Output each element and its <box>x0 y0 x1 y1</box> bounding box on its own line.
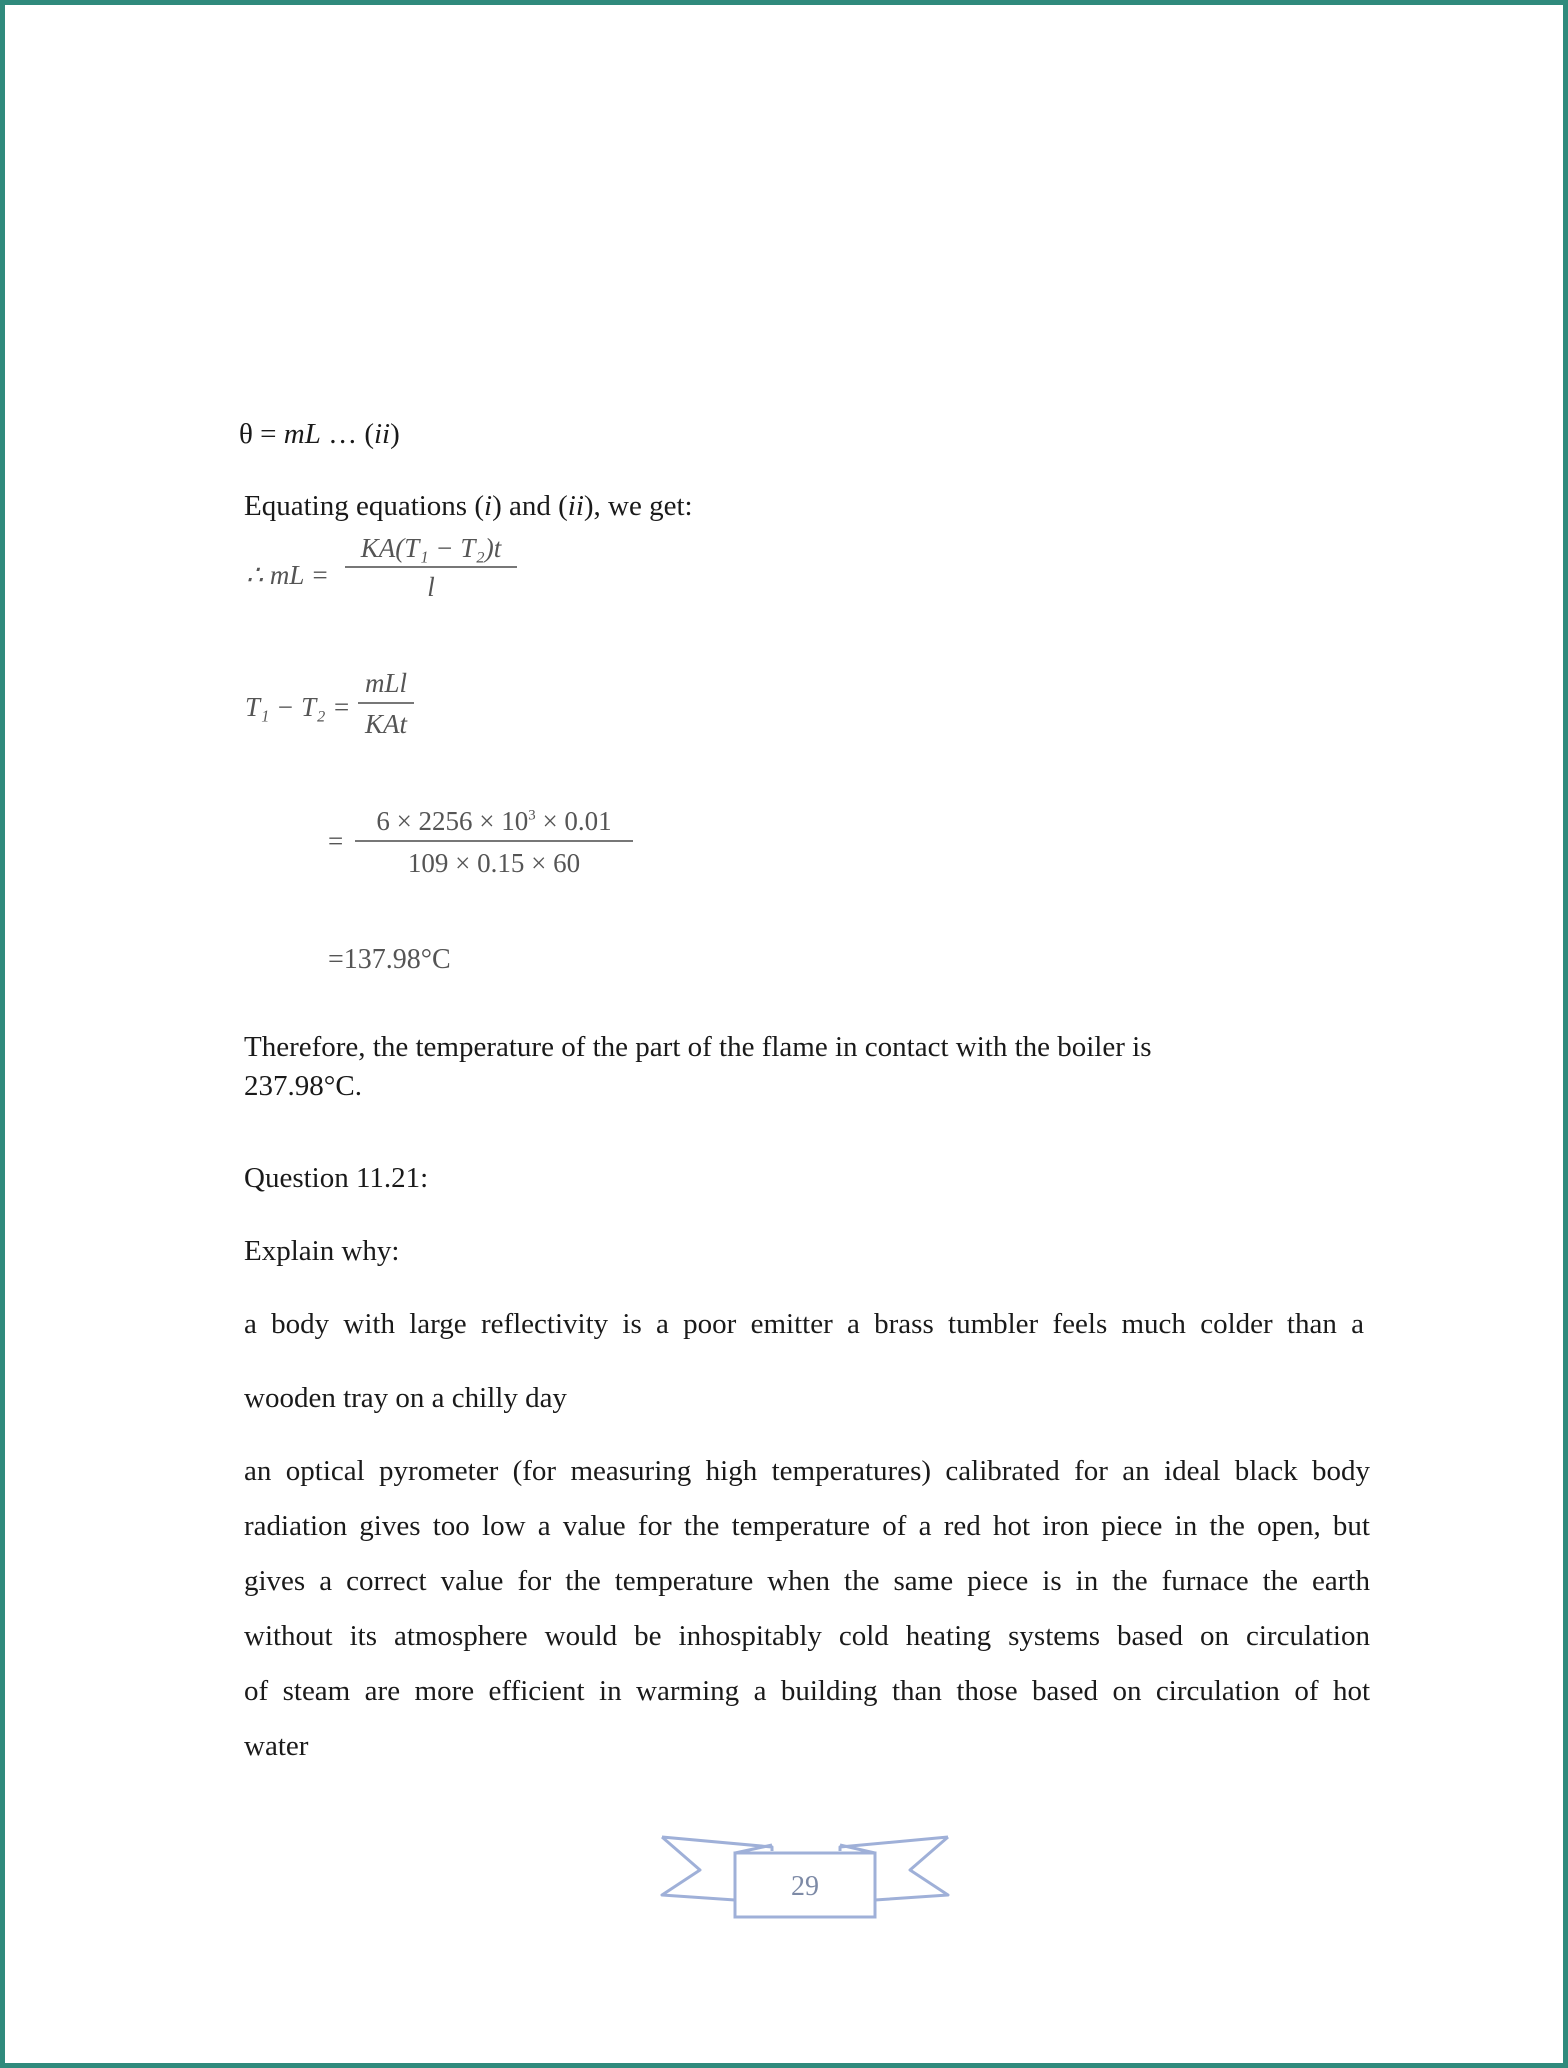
equating-i: i <box>484 490 493 522</box>
fraction-bar <box>355 840 633 842</box>
formula-mL-lhs: ∴ mL = <box>246 560 329 590</box>
para2-line: of steam are more efficient in warming a building than those based on circulation of hot <box>244 1675 1370 1707</box>
formula-num-lhs: = <box>328 826 344 856</box>
result-value: =137.98°C <box>328 944 451 975</box>
therefore-line-1: Therefore, the temperature of the part of the flame in contact with the boiler is <box>244 1031 1152 1063</box>
formula-T-fraction <box>358 668 414 740</box>
formula-num-numerator <box>376 806 611 837</box>
equating-ii: ii <box>567 490 584 522</box>
equating-text <box>244 492 693 521</box>
para2-line: water <box>244 1730 309 1762</box>
para1-line: a body with large reflectivity is a poor emitter a brass tumbler feels much colder than a <box>244 1308 1364 1340</box>
formula-mL-fraction <box>345 533 517 603</box>
eq-theta-mL: mL <box>283 418 321 450</box>
numerator-part-a: 6 × 2256 × 10 <box>376 806 529 836</box>
page-number: 29 <box>791 1871 819 1902</box>
fraction-bar <box>345 566 517 568</box>
equation-theta <box>239 420 400 449</box>
eq-theta-ii: ii <box>374 418 391 450</box>
eq-theta-lhs: θ = <box>239 418 284 450</box>
formula-mL-numerator: KA(T₁ − T₂)t <box>360 533 502 563</box>
para2-line: without its atmosphere would be inhospitably cold heating systems based on circulation <box>244 1620 1370 1652</box>
equating-post: ), we get: <box>583 490 693 522</box>
explain-heading: Explain why: <box>244 1235 400 1267</box>
page-number-banner <box>660 1835 950 1920</box>
eq-theta-dots: … ( <box>320 418 374 450</box>
eq-theta-close: ) <box>390 418 400 450</box>
formula-mL-denominator: l <box>427 572 435 602</box>
formula-num-denominator: 109 × 0.15 × 60 <box>407 848 581 878</box>
formula-num-fraction <box>355 806 633 879</box>
para2-line: radiation gives too low a value for the temperature of a red hot iron piece in the open, but <box>244 1510 1370 1542</box>
para2-line: gives a correct value for the temperature when the same piece is in the furnace the earth <box>244 1565 1370 1597</box>
formula-T-numerator: mLl <box>364 668 408 698</box>
formula-T-denominator: KAt <box>364 709 407 739</box>
formula-T-lhs: T₁ − T₂ = <box>245 692 351 722</box>
numerator-exponent: 3 <box>528 807 536 824</box>
fraction-bar <box>358 702 414 704</box>
numerator-part-b: × 0.01 <box>535 806 612 836</box>
equating-mid: ) and ( <box>492 490 568 522</box>
para1-line: wooden tray on a chilly day <box>244 1382 567 1414</box>
para2-line: an optical pyrometer (for measuring high temperatures) calibrated for an ideal black body <box>244 1455 1370 1487</box>
equating-pre: Equating equations ( <box>244 490 485 522</box>
question-title: Question 11.21: <box>244 1162 429 1194</box>
therefore-line-2: 237.98°C. <box>244 1070 362 1102</box>
